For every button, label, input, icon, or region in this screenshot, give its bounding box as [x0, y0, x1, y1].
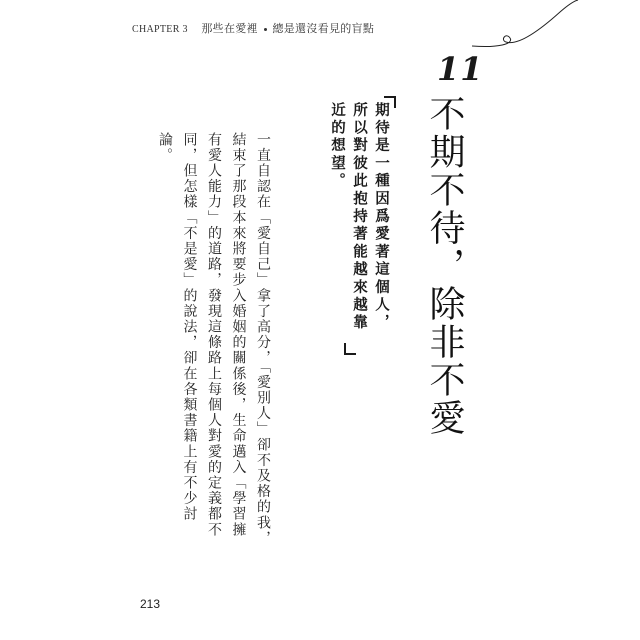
body-text: 一直自認在「愛自己」拿了高分，「愛別人」卻不及格的我，結束了那段本來將要步入婚姻的關係後，生命邁入「學習擁有愛人能力」的道路，發現這條路上每個人對愛的定義都不同，但怎樣「不是愛」的說法，卻在各類書籍上有不少討論。: [157, 132, 271, 547]
body-paragraph: [155, 132, 275, 552]
quote-bracket-close: [344, 343, 356, 355]
running-header: [132, 20, 374, 36]
section-title-part1: 那些在愛裡: [201, 22, 258, 35]
section-title-part2: 總是還沒看見的盲點: [272, 22, 375, 35]
pull-quote: 期待是一種因爲愛著這個人，所以對彼此抱持著能越來越靠近的想望。: [329, 102, 389, 333]
swirl-ornament-icon: [470, 0, 580, 60]
article-number: 11: [437, 50, 484, 88]
separator-dot: [264, 28, 267, 31]
page-number: 213: [140, 597, 161, 611]
article-title: 不期不待，除非不愛: [424, 95, 465, 437]
chapter-label: CHAPTER 3: [132, 24, 188, 35]
